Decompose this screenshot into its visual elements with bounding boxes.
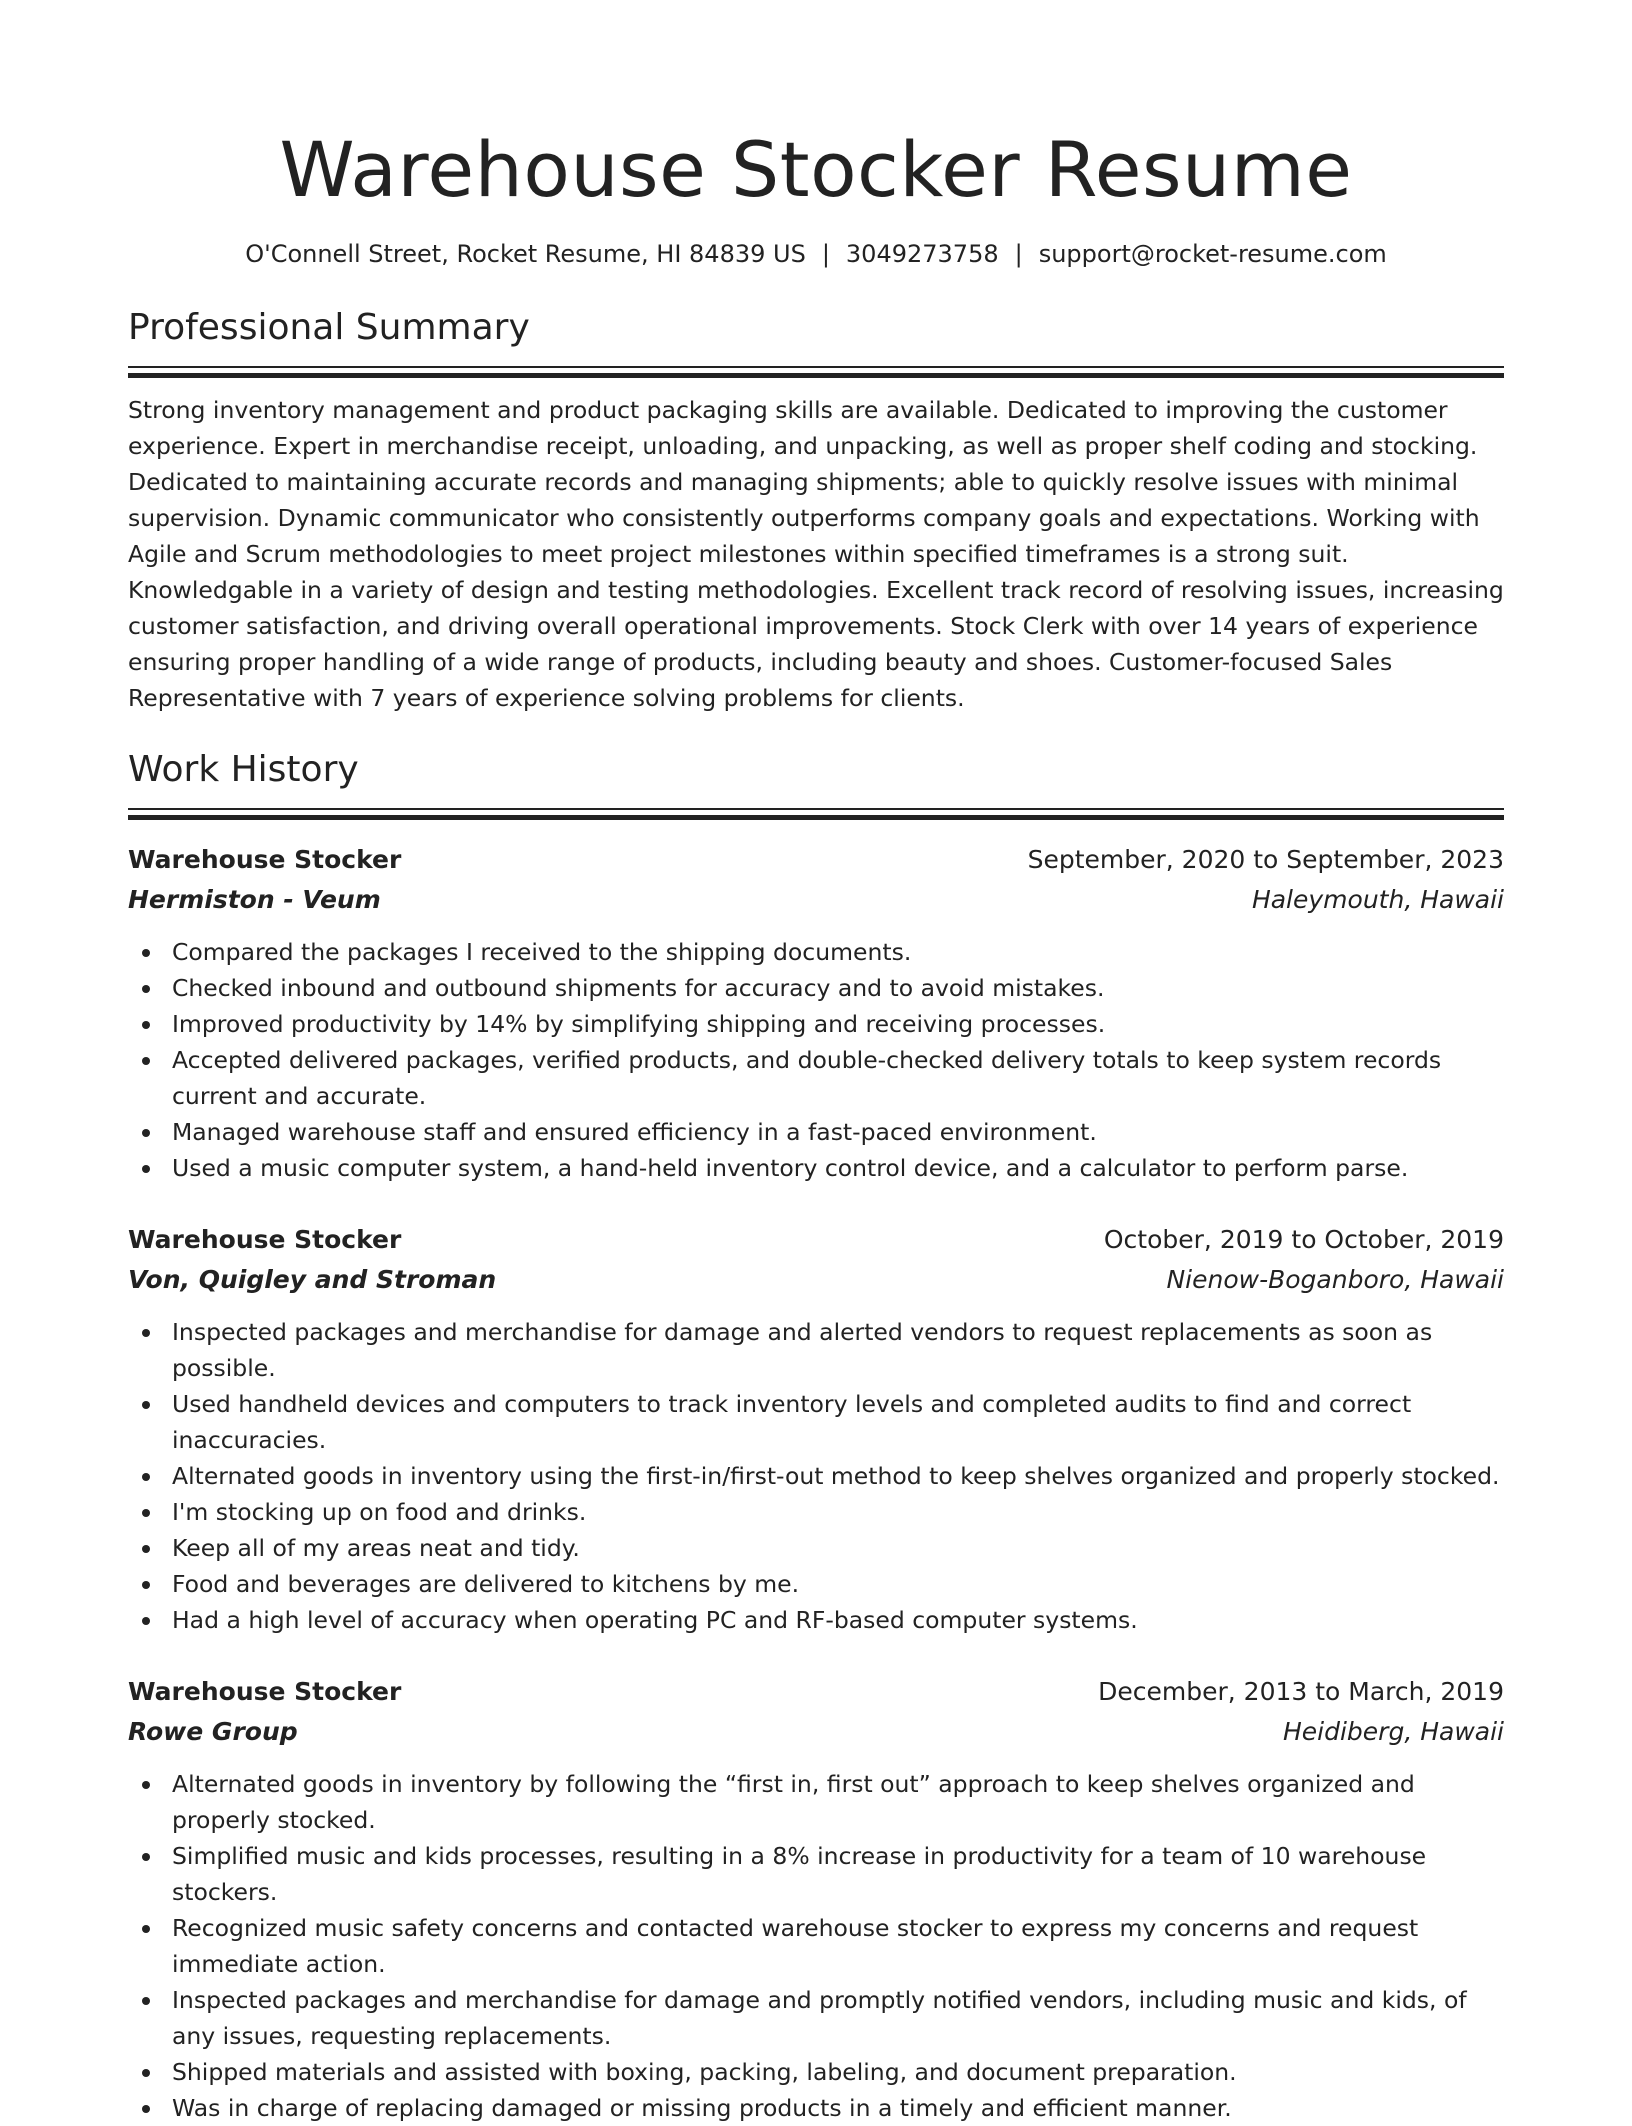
section-heading-summary: Professional Summary bbox=[128, 307, 530, 348]
contact-separator: | bbox=[821, 240, 830, 268]
job-location: Heidiberg, Hawaii bbox=[1282, 1717, 1504, 1746]
job-bullet: Used a music computer system, a hand-held inventory control device, and a calculator to perform parse. bbox=[172, 1150, 1504, 1186]
resume-page bbox=[128, 120, 1504, 2126]
job-bullet: Food and beverages are delivered to kitchens by me. bbox=[172, 1566, 1504, 1602]
job-company: Rowe Group bbox=[128, 1717, 298, 1746]
contact-line bbox=[128, 238, 1504, 270]
section-divider bbox=[128, 808, 1504, 820]
job-bullet-list bbox=[128, 934, 1504, 1186]
job-header-row bbox=[128, 840, 1504, 880]
job-bullet: Inspected packages and merchandise for damage and alerted vendors to request replacements as soon as possible. bbox=[172, 1314, 1504, 1386]
job-title: Warehouse Stocker bbox=[128, 845, 402, 874]
section-heading-work-history: Work History bbox=[128, 749, 359, 790]
resume-title: Warehouse Stocker Resume bbox=[279, 125, 1353, 214]
job-bullet: Simplified music and kids processes, resulting in a 8% increase in productivity for a team of 10 warehouse stockers. bbox=[172, 1838, 1504, 1910]
job-location: Haleymouth, Hawaii bbox=[1251, 885, 1504, 914]
job-bullet: Used handheld devices and computers to track inventory levels and completed audits to find and correct inaccuracies. bbox=[172, 1386, 1504, 1458]
job-entry bbox=[128, 840, 1504, 1186]
contact-email: support@rocket-resume.com bbox=[1038, 240, 1387, 268]
job-company-row bbox=[128, 1260, 1504, 1300]
job-title: Warehouse Stocker bbox=[128, 1677, 402, 1706]
job-bullet: Managed warehouse staff and ensured efficiency in a fast-paced environment. bbox=[172, 1114, 1504, 1150]
contact-address: O'Connell Street, Rocket Resume, HI 84839 US bbox=[245, 240, 806, 268]
job-bullet: I'm stocking up on food and drinks. bbox=[172, 1494, 1504, 1530]
job-bullet: Alternated goods in inventory using the first-in/first-out method to keep shelves organized and properly stocked. bbox=[172, 1458, 1504, 1494]
job-entry bbox=[128, 1672, 1504, 2126]
job-bullet: Recognized music safety concerns and contacted warehouse stocker to express my concerns and request immediate action. bbox=[172, 1910, 1504, 1982]
job-dates: October, 2019 to October, 2019 bbox=[1103, 1225, 1504, 1254]
contact-separator: | bbox=[1014, 240, 1023, 268]
job-bullet: Shipped materials and assisted with boxing, packing, labeling, and document preparation. bbox=[172, 2054, 1504, 2090]
job-bullet: Alternated goods in inventory by following the “first in, first out” approach to keep shelves organized and properly stocked. bbox=[172, 1766, 1504, 1838]
professional-summary-section bbox=[128, 304, 1504, 716]
job-bullet: Was in charge of replacing damaged or missing products in a timely and efficient manner. bbox=[172, 2090, 1504, 2126]
job-header-row bbox=[128, 1672, 1504, 1712]
job-bullet: Accepted delivered packages, verified products, and double-checked delivery totals to keep system records current and accurate. bbox=[172, 1042, 1504, 1114]
job-entry bbox=[128, 1220, 1504, 1638]
job-dates: December, 2013 to March, 2019 bbox=[1098, 1677, 1504, 1706]
job-title: Warehouse Stocker bbox=[128, 1225, 402, 1254]
job-company: Hermiston - Veum bbox=[128, 885, 381, 914]
job-company-row bbox=[128, 880, 1504, 920]
contact-phone: 3049273758 bbox=[845, 240, 999, 268]
job-company: Von, Quigley and Stroman bbox=[128, 1265, 497, 1294]
job-bullet: Improved productivity by 14% by simplifying shipping and receiving processes. bbox=[172, 1006, 1504, 1042]
job-dates: September, 2020 to September, 2023 bbox=[1027, 845, 1504, 874]
job-bullet: Inspected packages and merchandise for damage and promptly notified vendors, including music and kids, of any issues, requesting replacements. bbox=[172, 1982, 1504, 2054]
job-bullet-list bbox=[128, 1766, 1504, 2126]
section-divider bbox=[128, 366, 1504, 378]
job-bullet-list bbox=[128, 1314, 1504, 1638]
job-bullet: Checked inbound and outbound shipments for accuracy and to avoid mistakes. bbox=[172, 970, 1504, 1006]
job-bullet: Had a high level of accuracy when operating PC and RF-based computer systems. bbox=[172, 1602, 1504, 1638]
job-header-row bbox=[128, 1220, 1504, 1260]
job-bullet: Compared the packages I received to the shipping documents. bbox=[172, 934, 1504, 970]
summary-text: Strong inventory management and product packaging skills are available. Dedicated to improving the customer experience. Expert in merchandise receipt, unloading, and unpacking, as well as proper shelf coding and stocking. Dedicated to maintaining accurate records and managing shipments; able to quickly resolve issues with minimal supervision. Dynamic communicator who consistently outperforms company goals and expectations. Working with Agile and Scrum methodologies to meet project milestones within specified timeframes is a strong suit. Knowledgable in a variety of design and testing methodologies. Excellent track record of resolving issues, increasing customer satisfaction, and driving overall operational improvements. Stock Clerk with over 14 years of experience ensuring proper handling of a wide range of products, including beauty and shoes. Customer-focused Sales Representative with 7 years of experience solving problems for clients. bbox=[128, 396, 1504, 712]
work-history-section bbox=[128, 746, 1504, 2126]
job-company-row bbox=[128, 1712, 1504, 1752]
job-location: Nienow-Boganboro, Hawaii bbox=[1166, 1265, 1504, 1294]
job-bullet: Keep all of my areas neat and tidy. bbox=[172, 1530, 1504, 1566]
